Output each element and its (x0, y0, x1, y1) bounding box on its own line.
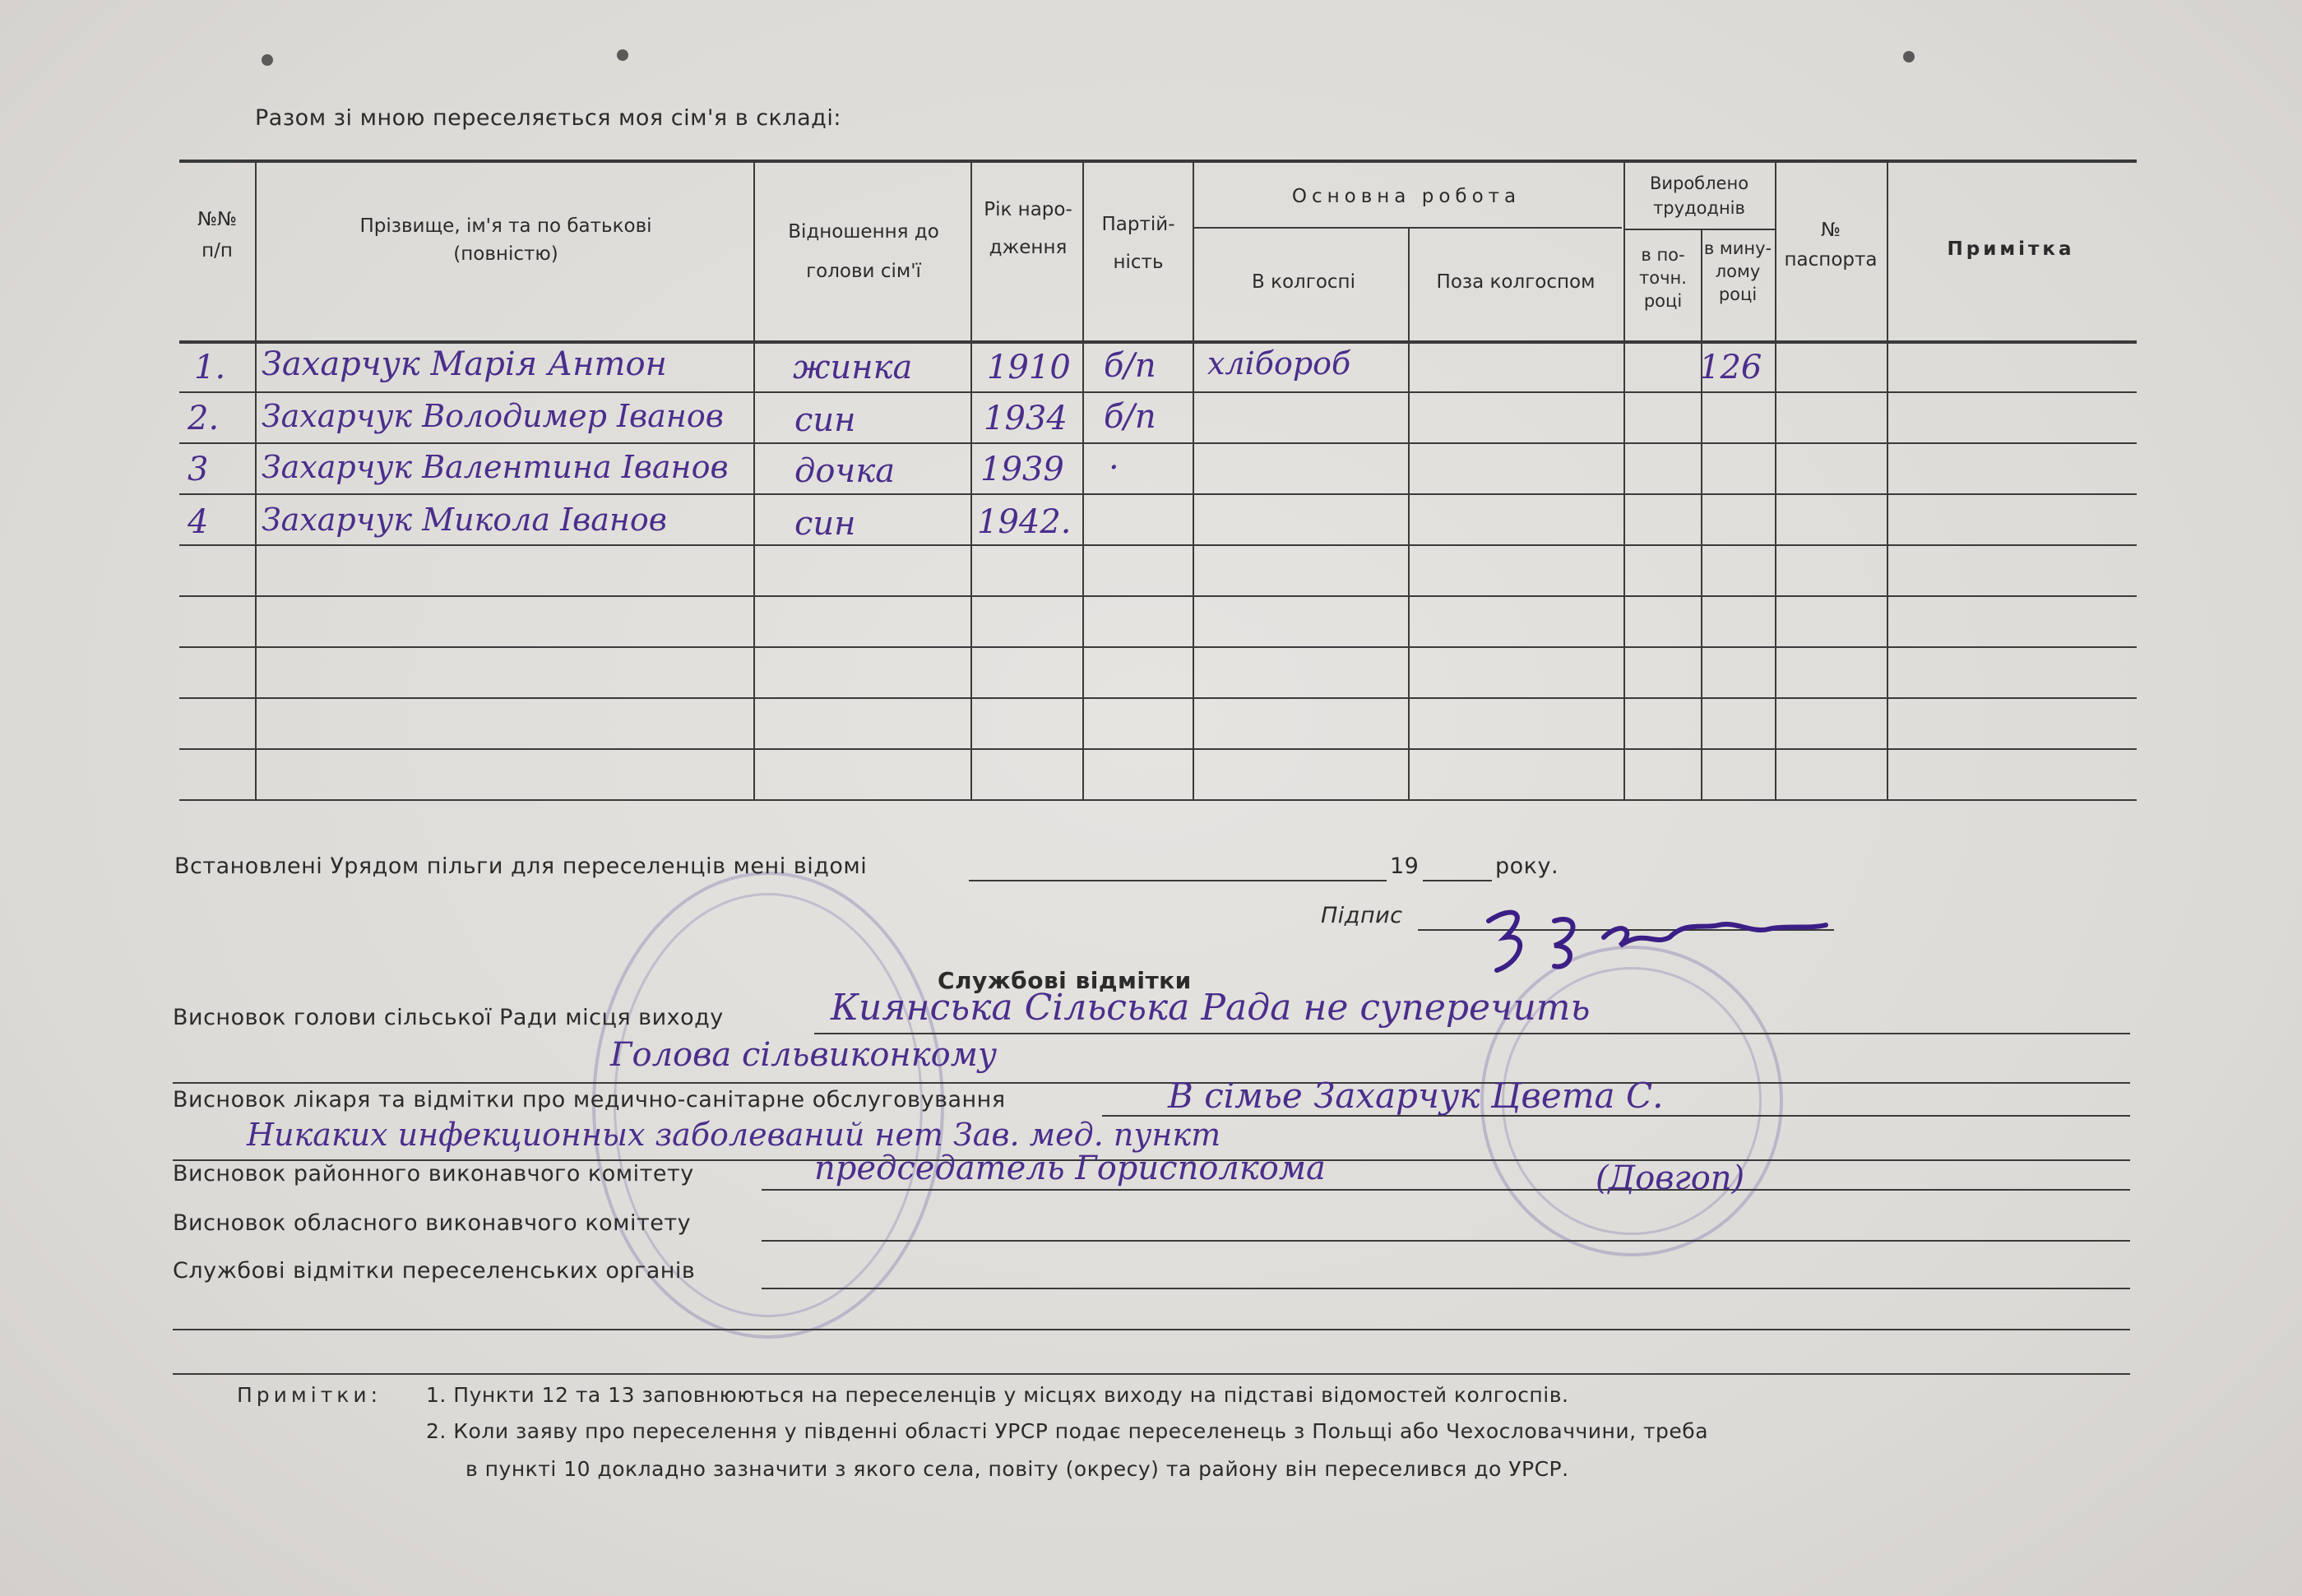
row-2-name: Захарчук Володимер Іванов (262, 398, 724, 434)
region-label: Висновок обласного виконавчого комітету (173, 1210, 692, 1236)
village-council-label: Висновок голови сільської Ради місця виходу (173, 1005, 724, 1030)
row-3-num: 3 (188, 451, 209, 488)
row-1-last-year: 126 (1699, 349, 1762, 386)
col-header-num: №№ п/п (197, 209, 237, 261)
row-3-party: · (1109, 449, 1119, 487)
privileges-label: Встановлені Урядом пільги для переселенців мені відомі (174, 854, 868, 879)
district-text: председатель Горисполкома (814, 1150, 1326, 1187)
doctor-text-2: Никаких инфекционных заболеваний нет Зав. мед. пункт (247, 1117, 1221, 1153)
col-header-outside-kolkhoz: Поза колгоспом (1436, 271, 1596, 293)
col-header-passport: № паспорта (1784, 220, 1878, 271)
note-2b: в пункті 10 докладно зазначити з якого села, повіту (окресу) та району він переселився до УРСР. (465, 1457, 1569, 1481)
punch-hole (262, 54, 273, 66)
row-4-year: 1942. (977, 503, 1072, 541)
punch-hole (617, 49, 628, 61)
row-1-in-kolkhoz: хлібороб (1207, 345, 1351, 382)
col-header-current-year: в по- точн. році (1639, 245, 1687, 311)
punch-hole (1903, 51, 1915, 62)
row-2-relation: син (794, 401, 856, 439)
col-header-party: Партій- ність (1101, 214, 1175, 273)
family-label: Разом зі мною переселяється моя сім'я в складі: (255, 105, 841, 131)
district-label: Висновок районного виконавчого комітету (173, 1161, 694, 1187)
row-1-num: 1. (194, 349, 226, 386)
row-2-year: 1934 (984, 400, 1068, 437)
signature-label: Підпис (1321, 903, 1403, 928)
row-4-relation: син (794, 505, 856, 543)
row-2-num: 2. (188, 400, 220, 437)
row-1-party: б/п (1104, 347, 1156, 385)
notes-prefix: Примітки: (237, 1383, 382, 1407)
row-2-party: б/п (1104, 398, 1156, 436)
official-title: Службові відмітки (938, 967, 1192, 994)
col-header-relation: Відношення до голови сім'ї (788, 221, 939, 282)
col-header-name: Прізвище, ім'я та по батькові (повністю) (359, 215, 652, 265)
col-header-last-year: в мину- лому році (1703, 238, 1772, 304)
row-3-year: 1939 (980, 451, 1064, 488)
doctor-text-1: В сімье Захарчук Цвета С. (1168, 1076, 1664, 1116)
handwritten-signature (1456, 888, 1850, 987)
note-1: 1. Пункти 12 та 13 заповнюються на переселенців у місцях виходу на підставі відомостей колгоспів. (426, 1383, 1569, 1407)
col-header-workdays: Вироблено трудоднів (1649, 173, 1749, 218)
row-1-name: Захарчук Марія Антон (262, 345, 667, 383)
doctor-label: Висновок лікаря та відмітки про медично-санітарне обслуговування (173, 1087, 1006, 1113)
privileges-year-suffix: року. (1495, 854, 1559, 879)
privileges-year-prefix: 19 (1390, 854, 1420, 879)
village-council-text-1: Киянська Сільська Рада не суперечить (831, 987, 1591, 1029)
village-council-text-2: Голова сільвиконкому (610, 1036, 998, 1074)
col-header-in-kolkhoz: В колгоспі (1252, 271, 1355, 293)
row-4-name: Захарчук Микола Іванов (262, 502, 667, 538)
row-1-year: 1910 (987, 349, 1071, 386)
note-2a: 2. Коли заяву про переселення у південні області УРСР подає переселенець з Польщі або Чехословаччини, треба (426, 1419, 1709, 1443)
col-header-year: Рік наро- дження (984, 199, 1072, 258)
district-sign: (Довгоп) (1596, 1159, 1745, 1197)
row-3-name: Захарчук Валентина Іванов (262, 449, 729, 485)
resettlement-label: Службові відмітки переселенських органів (173, 1258, 696, 1284)
row-4-num: 4 (188, 503, 209, 541)
col-header-main-work: Основна робота (1291, 186, 1522, 207)
row-1-relation: жинка (793, 349, 913, 386)
row-3-relation: дочка (794, 452, 896, 490)
col-header-note: Примітка (1947, 238, 2075, 260)
